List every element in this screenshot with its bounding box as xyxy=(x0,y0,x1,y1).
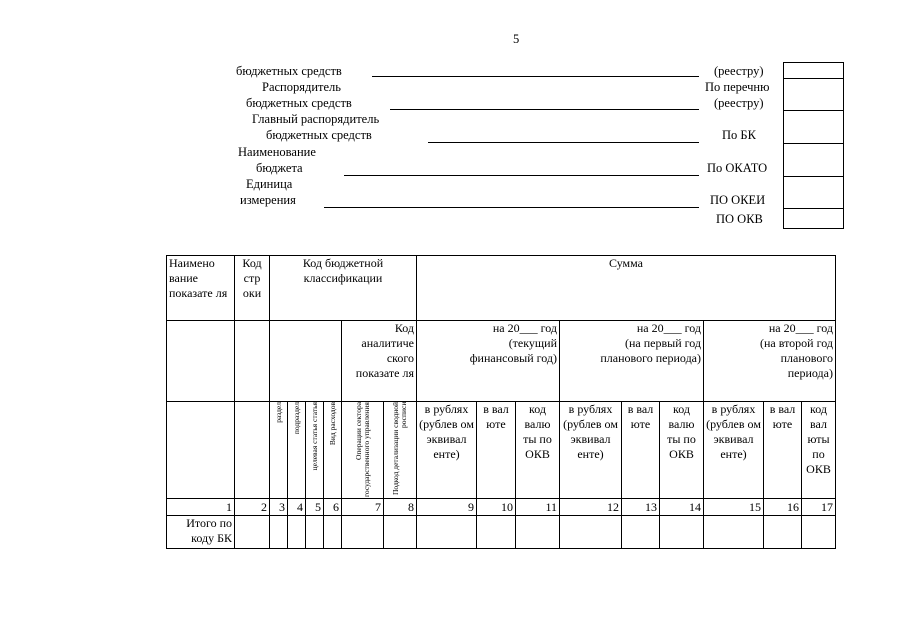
header-year-second-plan xyxy=(704,321,836,402)
code-label-by-list-registry: (реестру) xyxy=(714,96,764,110)
field-label-unit: Единица xyxy=(246,177,293,191)
header-rub-3: в рублях (рублев ом эквивал енте) xyxy=(704,402,764,499)
year-current-line-3: финансовый год) xyxy=(469,351,557,365)
year-second-line-4: периода) xyxy=(787,366,833,380)
header-detail-subcode: Подкод детализации сводной росписи xyxy=(384,402,417,499)
field-label-manager: Распорядитель xyxy=(262,80,341,94)
total-cell[interactable] xyxy=(660,516,704,549)
year-first-line-2: (на первый год xyxy=(624,336,701,350)
column-number: 1 xyxy=(167,499,235,516)
year-first-line-3: планового периода) xyxy=(600,351,701,365)
blank-cell xyxy=(167,402,235,499)
header-okv-1: код валю ты по ОКВ xyxy=(516,402,560,499)
blank-cell xyxy=(167,321,235,402)
year-second-line-2: (на второй год xyxy=(759,336,833,350)
header-expense-type: Вид расходов xyxy=(324,402,342,499)
field-label-budget-funds: бюджетных средств xyxy=(236,64,342,78)
total-cell[interactable] xyxy=(235,516,270,549)
year-first-line-1: на 20___ год xyxy=(636,321,701,335)
total-cell[interactable] xyxy=(704,516,764,549)
header-subsection: подраздел xyxy=(288,402,306,499)
year-second-line-3: планового xyxy=(780,351,833,365)
code-box-registry[interactable] xyxy=(783,62,844,79)
budget-table xyxy=(166,255,836,549)
code-label-bk: По БК xyxy=(722,128,756,142)
fill-line-manager[interactable] xyxy=(390,109,699,110)
fill-line-budget-funds[interactable] xyxy=(372,76,699,77)
header-target-article: целевая статья статья xyxy=(306,402,324,499)
blank-cell xyxy=(270,321,342,402)
total-cell[interactable] xyxy=(342,516,384,549)
page-number: 5 xyxy=(513,32,520,46)
fill-line-chief-manager[interactable] xyxy=(428,142,699,143)
header-rub-2: в рублях (рублев ом эквивал енте) xyxy=(560,402,622,499)
code-box-okv[interactable] xyxy=(783,208,844,229)
code-box-okei[interactable] xyxy=(783,176,844,209)
total-cell[interactable] xyxy=(477,516,516,549)
year-current-line-1: на 20___ год xyxy=(492,321,557,335)
column-number: 12 xyxy=(560,499,622,516)
column-number: 7 xyxy=(342,499,384,516)
header-analytic-code: Код аналитиче ского показате ля xyxy=(342,321,417,402)
total-cell[interactable] xyxy=(622,516,660,549)
header-okv-2: код валю ты по ОКВ xyxy=(660,402,704,499)
total-cell[interactable] xyxy=(802,516,836,549)
column-number: 4 xyxy=(288,499,306,516)
blank-cell xyxy=(235,402,270,499)
total-cell[interactable] xyxy=(270,516,288,549)
header-kosgu: Операции сектора государственного управления xyxy=(342,402,384,499)
field-label-measure: измерения xyxy=(240,193,296,207)
header-sum: Сумма xyxy=(417,256,836,321)
header-okv-3: код вал юты по ОКВ xyxy=(802,402,836,499)
year-second-line-1: на 20___ год xyxy=(768,321,833,335)
field-label-chief-manager: Главный распорядитель xyxy=(252,112,380,126)
total-cell[interactable] xyxy=(764,516,802,549)
field-label-budget: бюджета xyxy=(256,161,303,175)
total-cell[interactable] xyxy=(384,516,417,549)
total-cell[interactable] xyxy=(288,516,306,549)
header-year-current xyxy=(417,321,560,402)
code-box-bk[interactable] xyxy=(783,110,844,144)
column-number: 8 xyxy=(384,499,417,516)
total-cell[interactable] xyxy=(516,516,560,549)
total-cell[interactable] xyxy=(306,516,324,549)
header-indicator-name: Наимено вание показате ля xyxy=(167,256,235,321)
total-row xyxy=(167,516,836,549)
total-cell[interactable] xyxy=(560,516,622,549)
header-section: раздел xyxy=(270,402,288,499)
header-rub-1: в рублях (рублев ом эквивал енте) xyxy=(417,402,477,499)
column-number: 15 xyxy=(704,499,764,516)
header-currency-1: в вал юте xyxy=(477,402,516,499)
header-currency-2: в вал юте xyxy=(622,402,660,499)
total-cell[interactable] xyxy=(324,516,342,549)
field-label-manager-funds: бюджетных средств xyxy=(246,96,352,110)
blank-cell xyxy=(235,321,270,402)
column-number: 10 xyxy=(477,499,516,516)
column-number: 2 xyxy=(235,499,270,516)
column-number: 14 xyxy=(660,499,704,516)
fill-line-unit[interactable] xyxy=(324,207,699,208)
total-label: Итого по коду БК xyxy=(167,516,235,549)
field-label-budget-name: Наименование xyxy=(238,145,316,159)
column-number: 6 xyxy=(324,499,342,516)
code-label-registry: (реестру) xyxy=(714,64,764,78)
column-number: 9 xyxy=(417,499,477,516)
total-cell[interactable] xyxy=(417,516,477,549)
code-box-by-list[interactable] xyxy=(783,78,844,111)
code-label-okei: ПО ОКЕИ xyxy=(710,193,766,207)
column-number: 13 xyxy=(622,499,660,516)
field-label-chief-manager-funds: бюджетных средств xyxy=(266,128,372,142)
column-number: 11 xyxy=(516,499,560,516)
header-line-code: Код стр оки xyxy=(235,256,270,321)
fill-line-budget[interactable] xyxy=(344,175,699,176)
column-number: 5 xyxy=(306,499,324,516)
column-number: 16 xyxy=(764,499,802,516)
code-label-okv: ПО ОКВ xyxy=(716,212,763,226)
code-label-okato: По ОКАТО xyxy=(707,161,768,175)
code-box-okato[interactable] xyxy=(783,143,844,177)
header-year-first-plan xyxy=(560,321,704,402)
header-currency-3: в вал юте xyxy=(764,402,802,499)
column-number: 3 xyxy=(270,499,288,516)
column-number-row xyxy=(167,499,836,516)
code-label-by-list: По перечню xyxy=(705,80,770,94)
year-current-line-2: (текущий xyxy=(508,336,557,350)
column-number: 17 xyxy=(802,499,836,516)
header-budget-classification: Код бюджетной классификации xyxy=(270,256,417,321)
